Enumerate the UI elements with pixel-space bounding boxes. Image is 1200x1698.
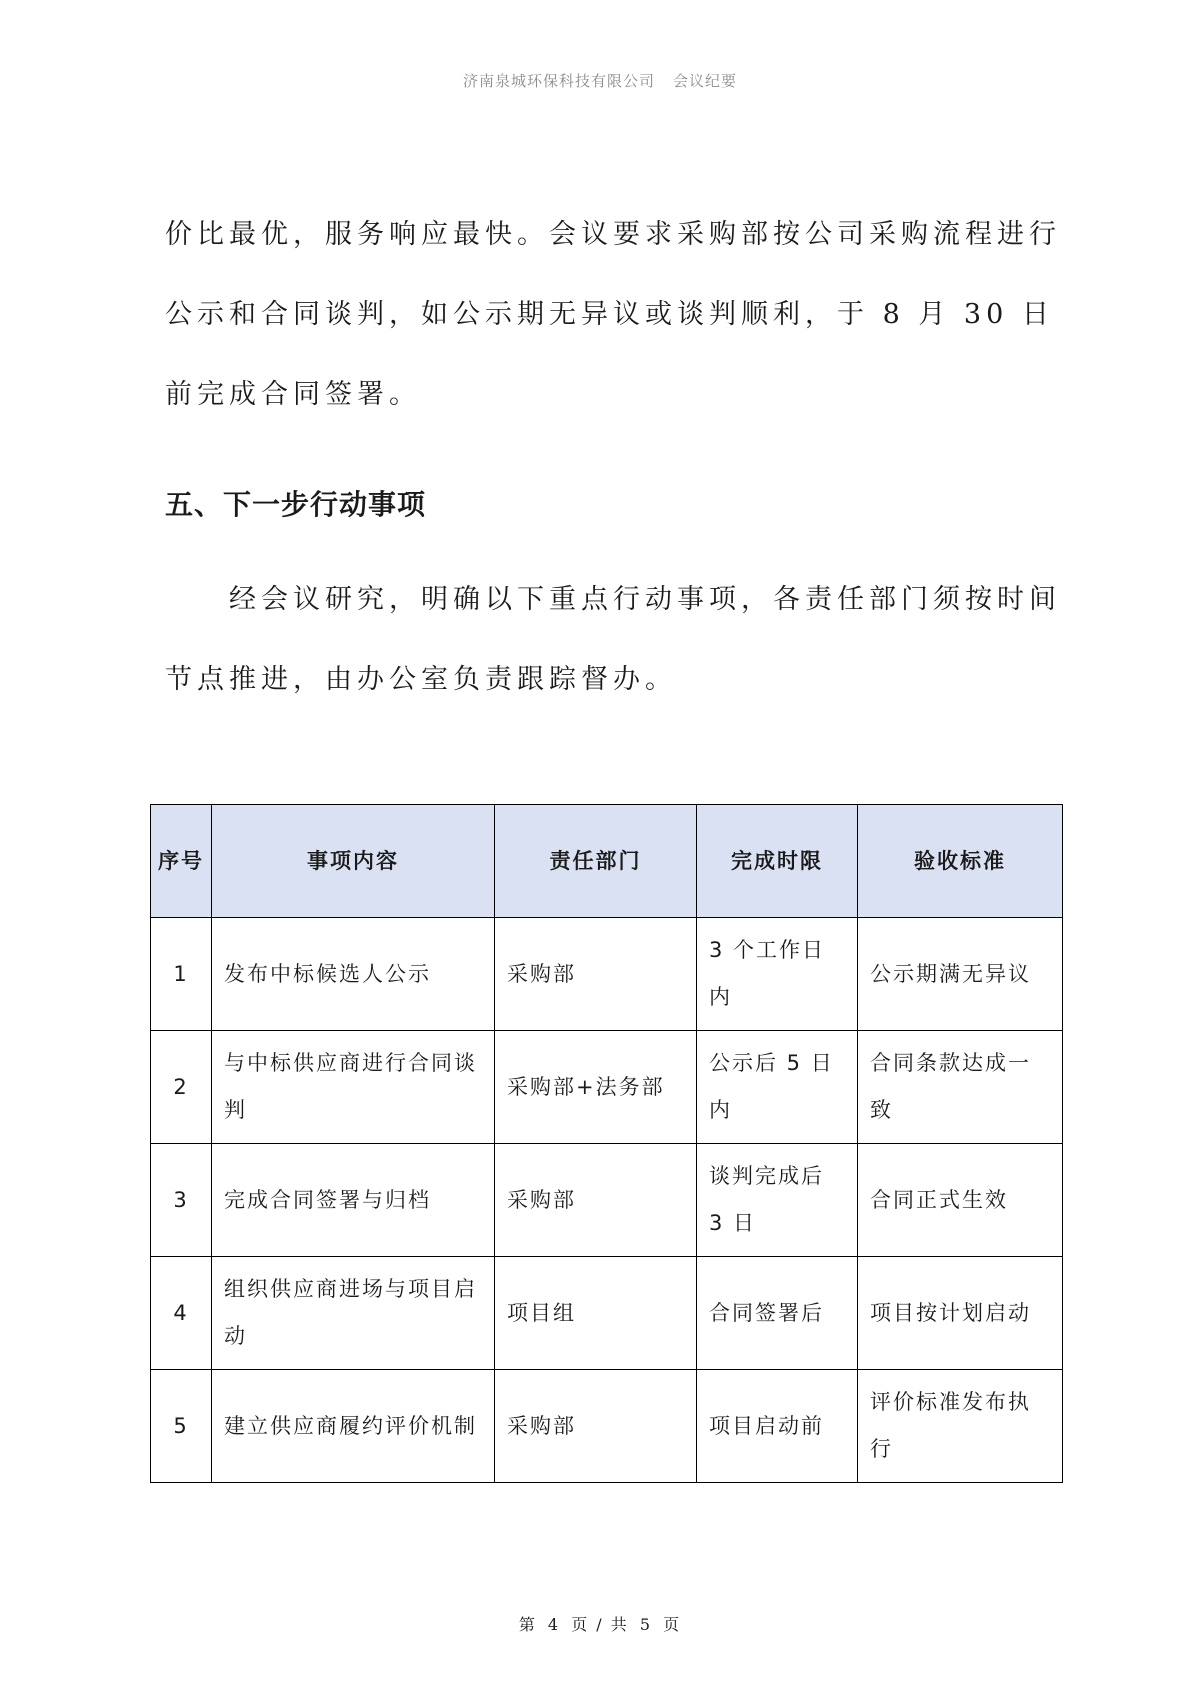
cell-dept: 采购部 (495, 1370, 697, 1483)
cell-criteria: 合同条款达成一致 (858, 1031, 1063, 1144)
cell-item: 完成合同签署与归档 (212, 1144, 495, 1257)
cell-dept: 采购部+法务部 (495, 1031, 697, 1144)
table-row (151, 1257, 1063, 1370)
header-deadline: 完成时限 (697, 805, 858, 918)
cell-no: 2 (151, 1031, 212, 1144)
cell-item: 发布中标候选人公示 (212, 918, 495, 1031)
header-no: 序号 (151, 805, 212, 918)
footer-page-total: 5 (639, 1615, 653, 1634)
cell-no: 4 (151, 1257, 212, 1370)
cell-criteria: 合同正式生效 (858, 1144, 1063, 1257)
cell-deadline: 谈判完成后 3 日 (697, 1144, 858, 1257)
paragraph-2: 经会议研究，明确以下重点行动事项，各责任部门须按时间节点推进，由办公室负责跟踪督办。 (165, 584, 1061, 695)
page-footer (0, 1612, 1200, 1635)
header-doc-type: 会议纪要 (673, 72, 738, 90)
header-company: 济南泉城环保科技有限公司 (462, 72, 655, 90)
cell-criteria: 公示期满无异议 (858, 918, 1063, 1031)
cell-dept: 采购部 (495, 918, 697, 1031)
cell-item: 建立供应商履约评价机制 (212, 1370, 495, 1483)
header-criteria: 验收标准 (858, 805, 1063, 918)
cell-no: 3 (151, 1144, 212, 1257)
page-header (0, 70, 1200, 91)
header-item: 事项内容 (212, 805, 495, 918)
cell-item: 组织供应商进场与项目启动 (212, 1257, 495, 1370)
paragraph-1: 价比最优，服务响应最快。会议要求采购部按公司采购流程进行公示和合同谈判，如公示期无异议或谈判顺利，于 8 月 30 日前完成合同签署。 (165, 219, 1061, 410)
section-heading: 五、下一步行动事项 (165, 488, 427, 521)
footer-mid: 页 / 共 (571, 1615, 629, 1634)
cell-criteria: 项目按计划启动 (858, 1257, 1063, 1370)
footer-suffix: 页 (663, 1615, 682, 1634)
header-dept: 责任部门 (495, 805, 697, 918)
cell-deadline: 合同签署后 (697, 1257, 858, 1370)
cell-dept: 采购部 (495, 1144, 697, 1257)
footer-prefix: 第 (518, 1615, 537, 1634)
cell-criteria: 评价标准发布执行 (858, 1370, 1063, 1483)
action-items-table (150, 804, 1063, 1483)
cell-item: 与中标供应商进行合同谈判 (212, 1031, 495, 1144)
cell-no: 1 (151, 918, 212, 1031)
table-row (151, 1144, 1063, 1257)
cell-deadline: 3 个工作日内 (697, 918, 858, 1031)
table-row (151, 1370, 1063, 1483)
table-row (151, 918, 1063, 1031)
cell-deadline: 公示后 5 日内 (697, 1031, 858, 1144)
cell-dept: 项目组 (495, 1257, 697, 1370)
footer-page-current: 4 (547, 1615, 561, 1634)
table-header-row (151, 805, 1063, 918)
cell-deadline: 项目启动前 (697, 1370, 858, 1483)
table-row (151, 1031, 1063, 1144)
cell-no: 5 (151, 1370, 212, 1483)
